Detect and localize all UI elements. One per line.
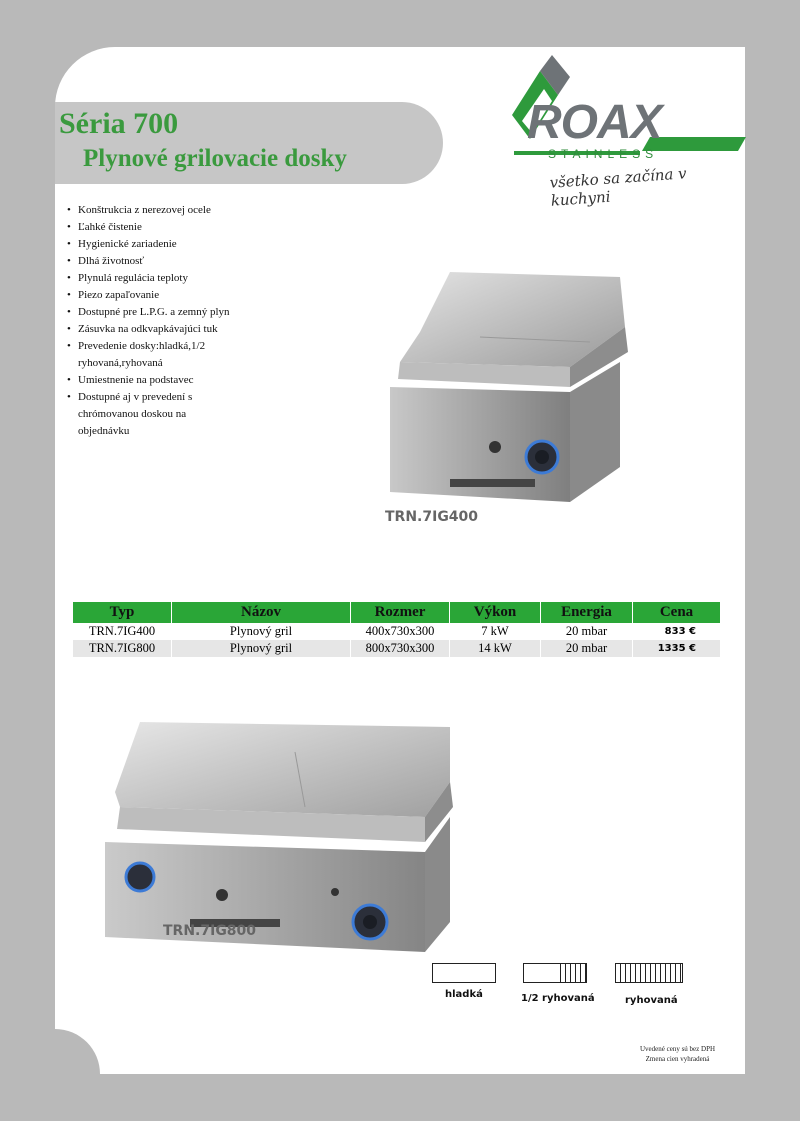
sheet-corner (55, 1029, 100, 1074)
griddle-800-image (95, 707, 455, 957)
feature-item: • Hygienické zariadenie (67, 236, 297, 253)
feature-item: • Zásuvka na odkvapkávajúci tuk (67, 321, 297, 338)
price-table (72, 602, 720, 657)
col-header-type: Typ (73, 602, 172, 623)
table-row (73, 640, 721, 657)
plate-half-ribbed-label: 1/2 ryhovaná (521, 993, 595, 1004)
feature-item: • Prevedenie dosky:hladká,1/2 ryhovaná,ryhovaná (67, 338, 228, 372)
cell-size: 800x730x300 (351, 640, 450, 657)
feature-item: • Konštrukcia z nerezovej ocele (67, 202, 297, 219)
catalog-sheet (55, 47, 745, 1074)
cell-energy: 20 mbar (541, 640, 633, 657)
col-header-power: Výkon (450, 602, 541, 623)
cell-power: 7 kW (450, 623, 541, 640)
page-subtitle: Plynové grilovacie dosky (83, 145, 347, 172)
cell-size: 400x730x300 (351, 623, 450, 640)
cell-energy: 20 mbar (541, 623, 633, 640)
col-header-size: Rozmer (351, 602, 450, 623)
footnote-vat: Uvedené ceny sú bez DPH (639, 1045, 716, 1053)
logo-slogan: všetko sa začína v kuchyni (548, 164, 688, 210)
feature-item: • Ľahké čistenie (67, 219, 297, 236)
col-header-energy: Energia (541, 602, 633, 623)
plate-ribbed-label: ryhovaná (625, 995, 678, 1006)
cell-type: TRN.7IG400 (73, 623, 172, 640)
griddle-400-image (370, 267, 635, 507)
logo-brand: ROAX (527, 96, 662, 149)
feature-item: • Plynulá regulácia teploty (67, 270, 297, 287)
cell-price: 833 € (633, 623, 721, 640)
plate-ribbed-icon (615, 963, 683, 983)
plate-smooth-label: hladká (445, 989, 483, 1000)
plate-half-ribbed-icon (523, 963, 587, 983)
col-header-price: Cena (633, 602, 721, 623)
plate-smooth-icon (432, 963, 496, 983)
feature-item: • Dostupné aj v prevedení s chrómovanou doskou na objednávku (67, 389, 218, 440)
footnote (620, 1044, 735, 1064)
feature-item: • Umiestnenie na podstavec (67, 372, 297, 389)
table-header-row (73, 602, 721, 623)
table-row (73, 623, 721, 640)
cell-price: 1335 € (633, 640, 721, 657)
logo-tagline: STAINLESS (548, 147, 659, 161)
feature-item: • Piezo zapaľovanie (67, 287, 297, 304)
feature-list (67, 202, 297, 440)
feature-item: • Dlhá životnosť (67, 253, 297, 270)
cell-name: Plynový gril (172, 640, 351, 657)
feature-item: • Dostupné pre L.P.G. a zemný plyn (67, 304, 297, 321)
product-label-400: TRN.7IG400 (385, 509, 479, 525)
cell-name: Plynový gril (172, 623, 351, 640)
product-label-800: TRN.7IG800 (163, 923, 257, 939)
series-title: Séria 700 (59, 107, 179, 140)
col-header-name: Názov (172, 602, 351, 623)
cell-power: 14 kW (450, 640, 541, 657)
cell-type: TRN.7IG800 (73, 640, 172, 657)
footnote-change: Zmena cien vyhradená (645, 1055, 710, 1063)
